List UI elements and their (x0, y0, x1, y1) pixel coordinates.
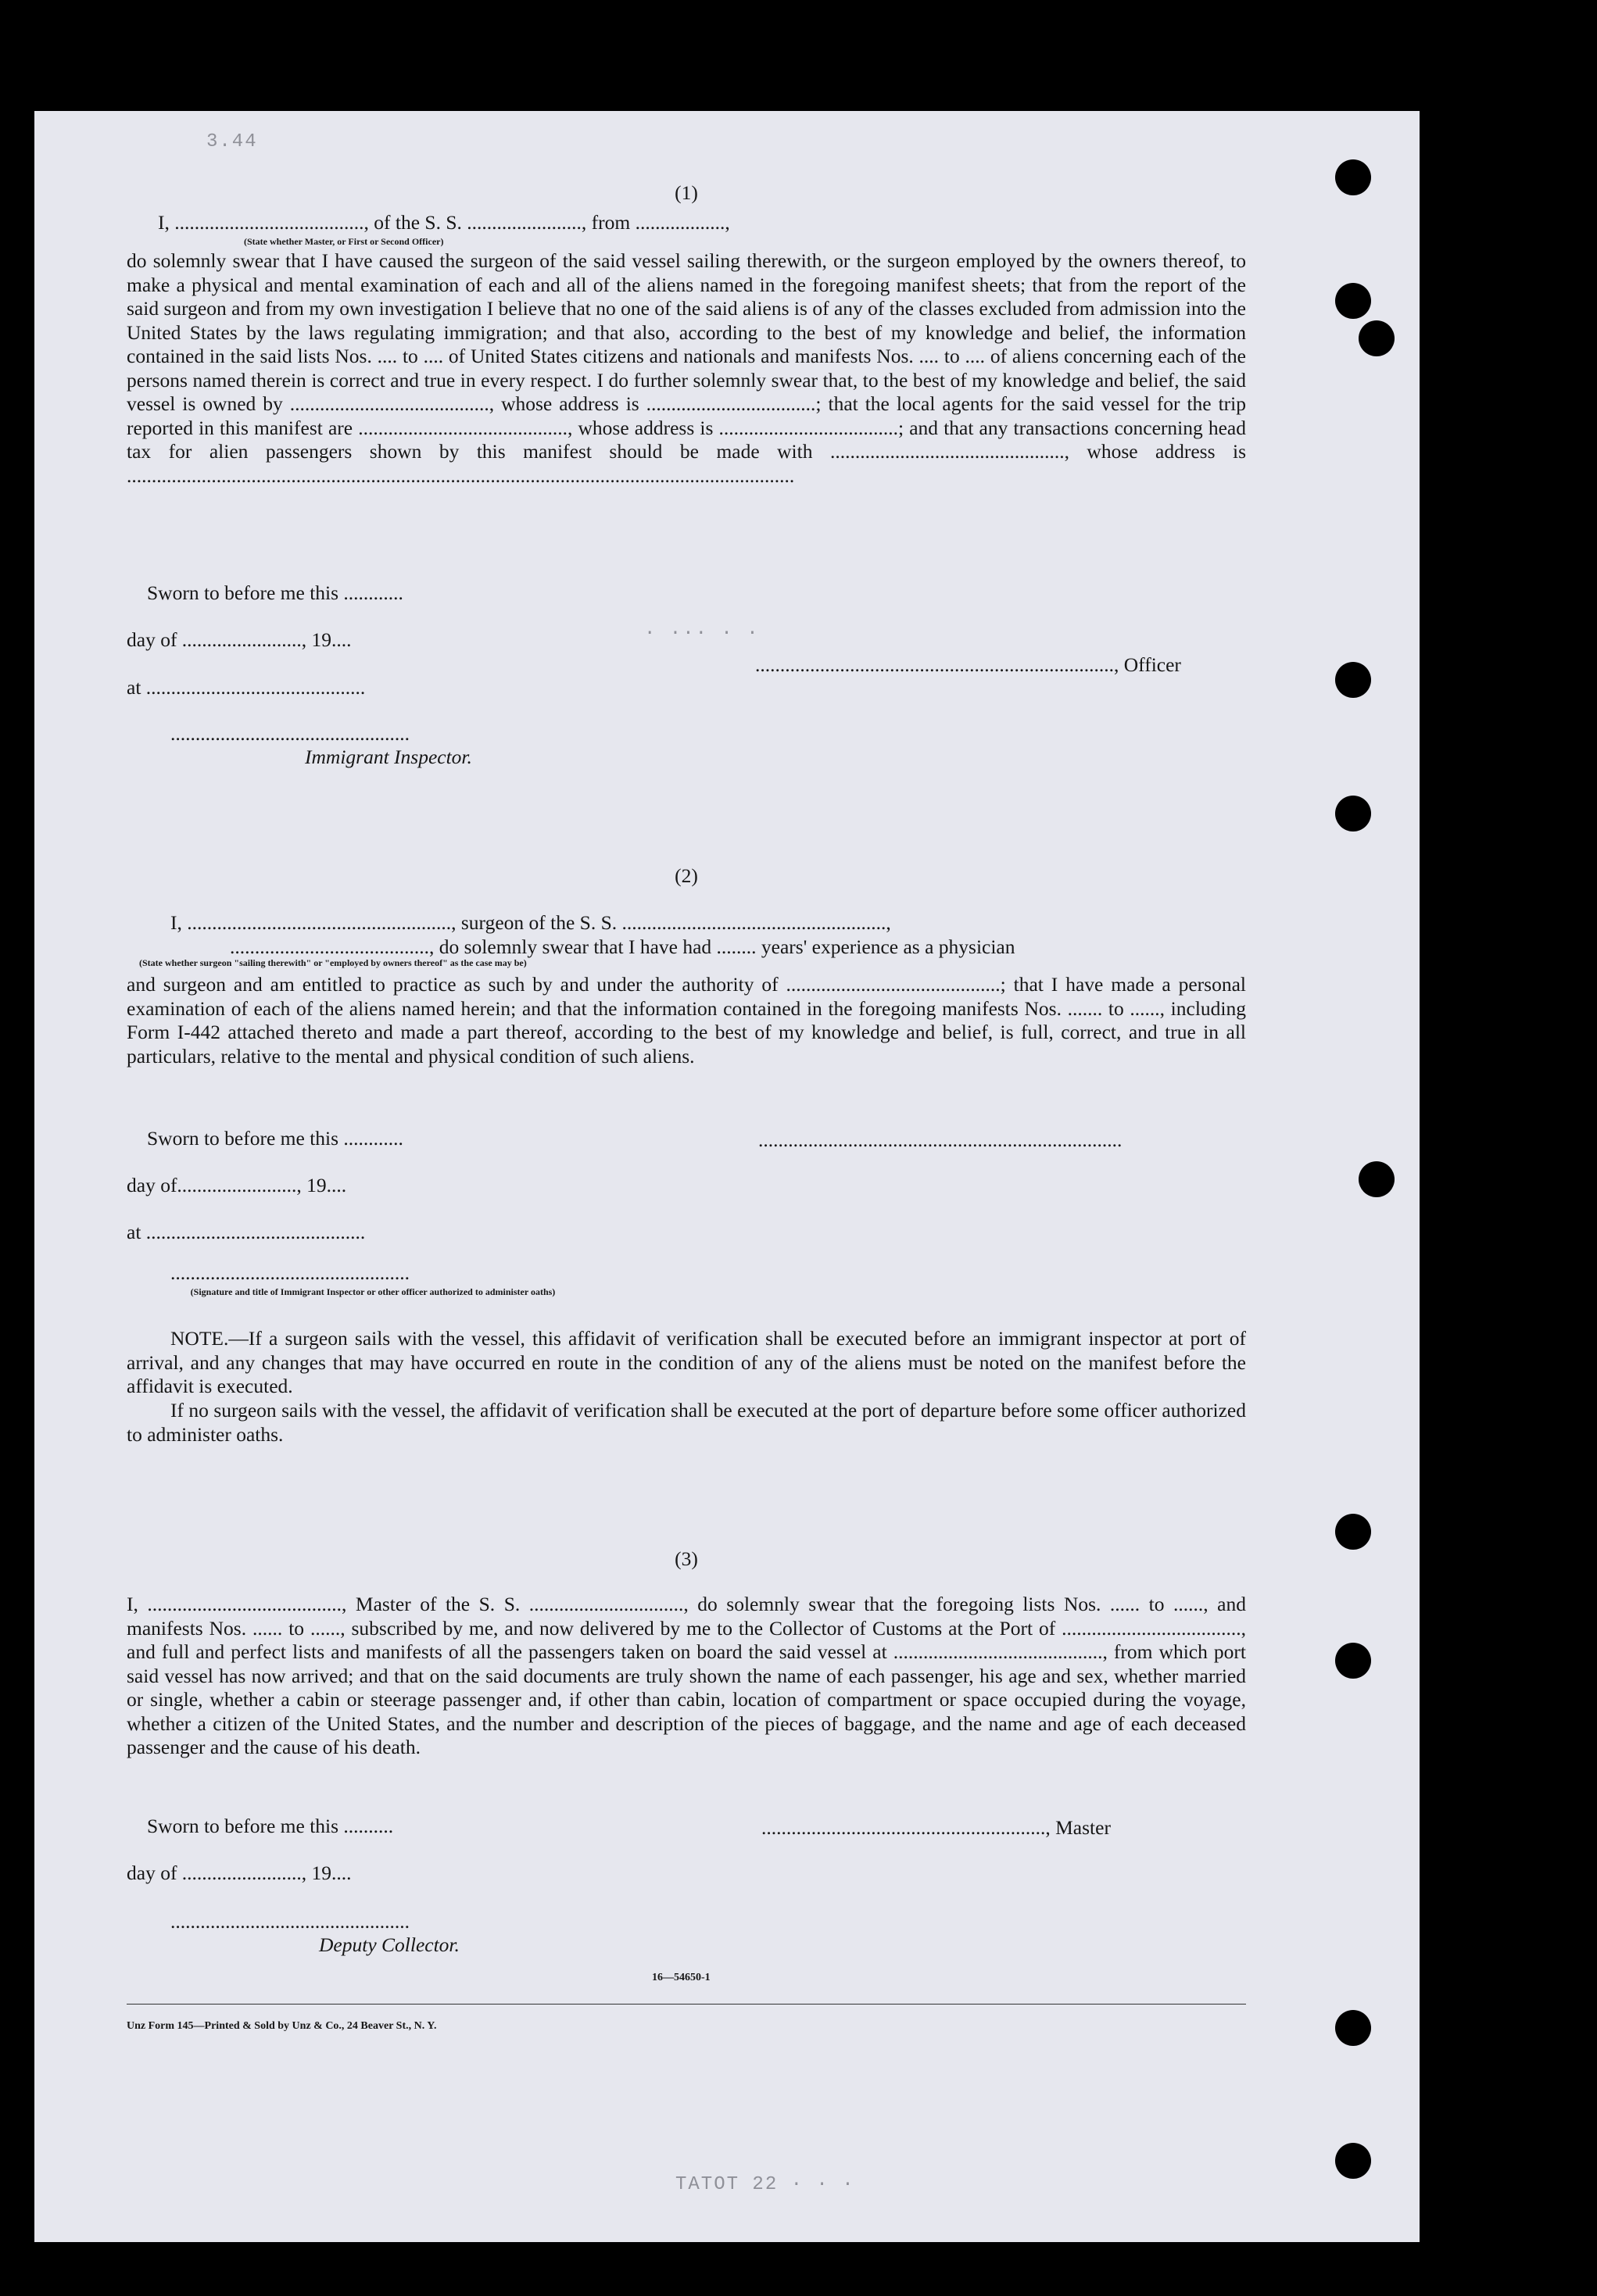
day-line: day of ........................, 19.... (127, 1861, 352, 1884)
signature-line: ......................................................................... (758, 1128, 1123, 1151)
binder-hole (1335, 283, 1371, 319)
sworn-line: Sworn to before me this .......... (147, 1815, 394, 1837)
binder-hole (1335, 796, 1371, 831)
surgeon-line: I, ....................................................., surgeon of the S. S. ....................................................., (170, 911, 891, 934)
binder-hole (1359, 320, 1395, 356)
master-declaration-note: (State whether Master, or First or Second Officer) (244, 236, 444, 247)
note-text: NOTE.—If a surgeon sails with the vessel, this affidavit of verification shall be executed before an immigrant inspector at port of arrival, and any changes that may have occurred en route in the condition of any of the aliens must be noted on the manifest before the affidavit is executed. (127, 1327, 1246, 1397)
section-number: (2) (675, 864, 698, 887)
section-number: (3) (675, 1547, 698, 1570)
day-line: day of........................, 19.... (127, 1174, 347, 1196)
inspector-line: ................................................ (170, 722, 410, 745)
footer-rule (127, 2004, 1246, 2005)
master-oath-text: do solemnly swear that I have caused the surgeon of the said vessel sailing therewith, or the surgeon employed by the owners thereof, to make a physical and mental examination of each and all of the aliens named in the foregoing manifest sheets; that from the report of the said surgeon and from my own investigation I believe that no one of the said aliens is of any of the classes excluded from admission into the United States by the laws regulating immigration; and that also, according to the best of my knowledge and belief, the information contained in the said lists Nos. .... to .... of United States citizens and nationals and manifests Nos. .... to .... of aliens concerning each of the persons named therein is correct and true in every respect. I do further solemnly swear that, to the best of my knowledge and belief, the said vessel is owned by ........................................, whose address is ..................................; that the local agents for the said vessel for the trip reported in this manifest are .........................................., whose address is ....................................; and that any transactions concerning head tax for alien passengers shown by this manifest should be made with ..............................................., whose address is ...................................................................................................................................... (127, 249, 1246, 487)
master-signature-line: ........................................................., Master (761, 1816, 1111, 1839)
binder-hole (1335, 1643, 1371, 1679)
binder-hole (1335, 2010, 1371, 2046)
printer-footer: Unz Form 145—Printed & Sold by Unz & Co., 24 Beaver St., N. Y. (127, 2020, 437, 2032)
signature-line: ................................................ (170, 1261, 410, 1284)
form-sheet: 3.44 · ··· · · TATOT 22 · · · (1) I, ......................................, of the S. S. ......................., from .................., (State whether Master, or First or Second Officer) do solemnly swear that I have caused the surgeon of the said vessel sailing therewith, or the surgeon employed by the owners thereof, to make a physical and mental examination of each and all of the aliens named in the foregoing manifest sheets; that from the report of the said surgeon and from my own investigation I believe that no one of the said aliens is of any of the classes excluded from admission into the United States by the laws regulating immigration; and that also, according to the best of my knowledge and belief, the information contained in the said lists Nos. .... to .... of United States citizens and nationals and manifests Nos. .... to .... of aliens concerning each of the persons named therein is correct and true in every respect. I do further solemnly swear that, to the best of my knowledge and belief, the said vessel is owned by ........................................, whose address is ..................................; that the local agents for the said vessel for the trip reported in this manifest are .........................................., whose address is ....................................; and that any transactions concerning head tax for alien passengers shown by this manifest should be made with ..............................................., whose address is ...................................................................................................................................... Sworn to before me this ............ day of ........................, 19.... at ............................................ ........................................................................, Officer ................................................ Immigrant Inspector. (2) I, ....................................................., surgeon of the S. S. ....................................................., ........................................, do solemnly swear that I have had ........ years' experience as a physician (State whether surgeon "sailing therewith" or "employed by owners thereof" as the case may be) and surgeon and am entitled to practice as such by and under the authority of ...........................................; that I have made a personal examination of each of the aliens named herein; and that the information contained in the foregoing manifests Nos. ....... to ......, including Form I-442 attached thereto and made a part thereof, according to the best of my knowledge and belief, is full, correct, and true in all particulars, relative to the mental and physical condition of such aliens. Sworn to before me this ............ day of........................, 19.... at ............................................ ......................................................................... ................................................ (Signature and title of Immigrant Inspector or other officer authorized to administer oaths) NOTE.—If a surgeon sails with the vessel, this affidavit of verification shall be executed before an immigrant inspector at port of arrival, and any changes that may have occurred en route in the condition of any of the aliens must be noted on the manifest before the affidavit is executed. If no surgeon sails with the vessel, the affidavit of verification shall be executed at the port of departure before some officer authorized to administer oaths. (3) I, ......................................., Master of the S. S. ..............................., do solemnly swear that the foregoing lists Nos. ...... to ......, and manifests Nos. ...... to ......, subscribed by me, and now delivered by me to the Collector of Customs at the Port of ...................................., and full and perfect lists and manifests of all the passengers taken on board the said vessel at .........................................., from which port said vessel has now arrived; and that on the said documents are truly shown the name of each passenger, his age and sex, whether married or single, whether a cabin or steerage passenger and, if other than cabin, location of compartment or space occupied during the voyage, whether a citizen of the United States, and the number and description of the pieces of baggage, and the name and age of each deceased passenger and the cause of his death. Sworn to before me this .......... day of ........................, 19.... ........................................................., Master ................................................ Deputy Collector. 16—54650-1 Unz Form 145—Printed & Sold by Unz & Co., 24 Beaver St., N. Y. (34, 111, 1420, 2242)
surgeon-note: (State whether surgeon "sailing therewith" or "employed by owners thereof" as the case may be) (139, 957, 527, 968)
note-text: If no surgeon sails with the vessel, the affidavit of verification shall be executed at the port of departure before some officer authorized to administer oaths. (127, 1399, 1246, 1446)
signature-label: (Signature and title of Immigrant Inspector or other officer authorized to administer oaths) (190, 1286, 556, 1297)
form-code: 16—54650-1 (652, 1972, 711, 1983)
deputy-line: ................................................ (170, 1910, 410, 1933)
master-manifest-oath: I, ......................................., Master of the S. S. ..............................., do solemnly swear that the foregoing lists Nos. ...... to ......, and manifests Nos. ...... to ......, subscribed by me, and now delivered by me to the Collector of Customs at the Port of ...................................., and full and perfect lists and manifests of all the passengers taken on board the said vessel at .........................................., from which port said vessel has now arrived; and that on the said documents are truly shown the name of each passenger, his age and sex, whether married or single, whether a cabin or steerage passenger and, if other than cabin, location of compartment or space occupied during the voyage, whether a citizen of the United States, and the number and description of the pieces of baggage, and the name and age of each deceased passenger and the cause of his death. (127, 1593, 1246, 1758)
binder-hole (1335, 2143, 1371, 2179)
binder-hole (1335, 1514, 1371, 1550)
officer-signature-line: ........................................................................, Officer (755, 653, 1181, 676)
sworn-line: Sworn to before me this ............ (147, 581, 403, 604)
deputy-label: Deputy Collector. (319, 1933, 460, 1956)
at-line: at ............................................ (127, 1221, 366, 1243)
section-number: (1) (675, 181, 698, 204)
binder-hole (1335, 662, 1371, 698)
sworn-line: Sworn to before me this ............ (147, 1127, 403, 1150)
surgeon-oath-text: and surgeon and am entitled to practice as such by and under the authority of ...........................................; that I have made a personal examination of each of the aliens named herein; and that the information contained in the foregoing manifests Nos. ....... to ......, including Form I-442 attached thereto and made a part thereof, according to the best of my knowledge and belief, is full, correct, and true in all particulars, relative to the mental and physical condition of such aliens. (127, 973, 1246, 1068)
binder-hole (1335, 159, 1371, 195)
inspector-label: Immigrant Inspector. (305, 746, 472, 768)
at-line: at ............................................ (127, 676, 366, 699)
binder-hole (1359, 1161, 1395, 1197)
master-declaration-line: I, ......................................, of the S. S. ......................., from .................., (158, 211, 730, 234)
surgeon-experience-line: ........................................, do solemnly swear that I have had ........ years' experience as a physician (230, 935, 1015, 958)
day-line: day of ........................, 19.... (127, 628, 352, 651)
